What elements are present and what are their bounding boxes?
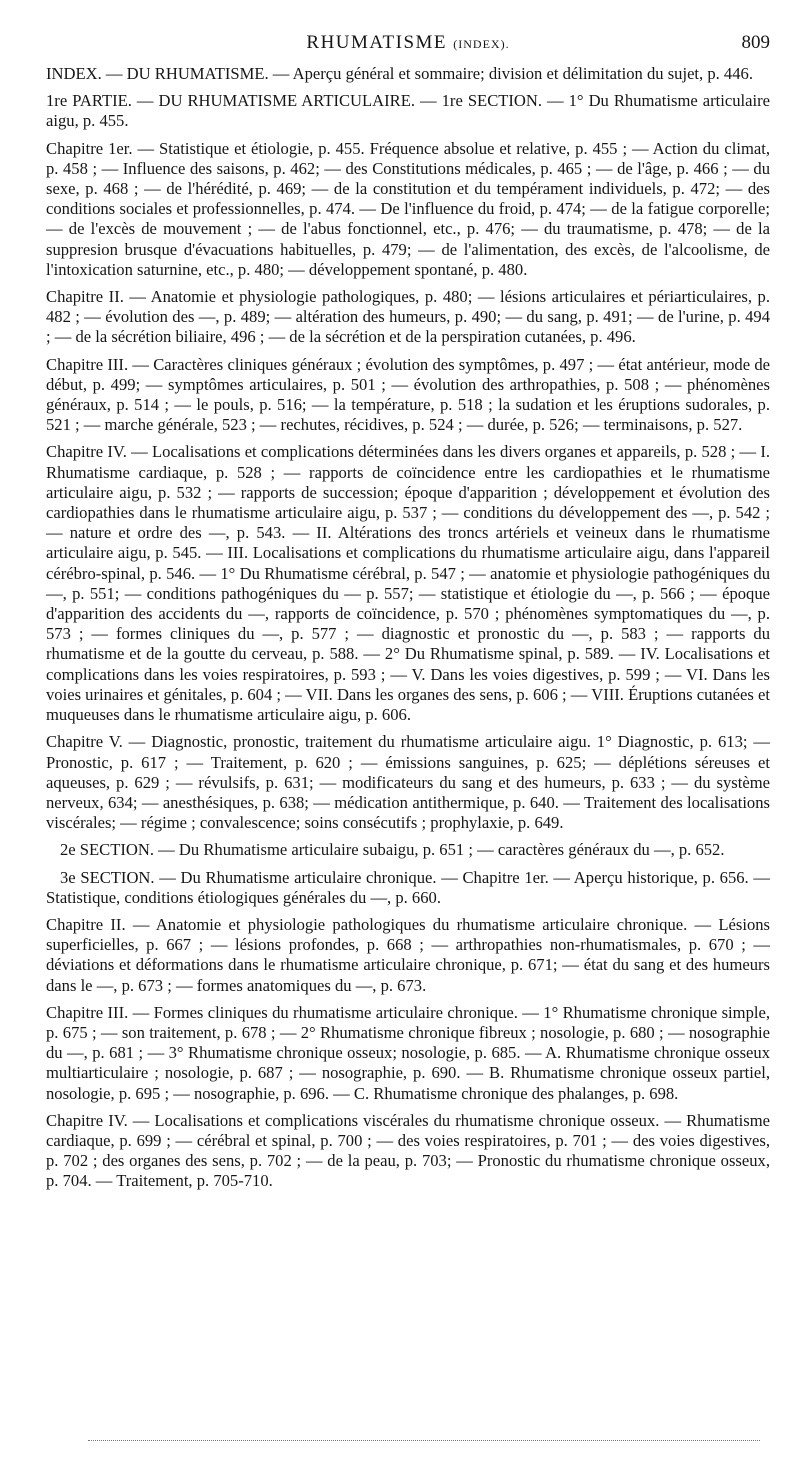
chapter-paragraph: Chapitre II. — Anatomie et physiologie pathologiques du rhumatisme articulaire chronique. — Lésions superficielles, p. 667 ; — lésions profondes, p. 668 ; — arthropathies non-rhumatismales, p. 670 ; — déviations et déformations dans le rhumatisme articulaire chronique, p. 671; — état du sang et des humeurs dans le —, p. 673 ; — formes anatomiques du —, p. 673.: [46, 914, 770, 995]
index-intro-paragraph: INDEX. — DU RHUMATISME. — Aperçu général et sommaire; division et délimitation du sujet, p. 446.: [46, 64, 753, 83]
chapter-paragraph: Chapitre III. — Caractères cliniques généraux ; évolution des symptômes, p. 497 ; — état antérieur, mode de début, p. 499; — symptômes articulaires, p. 501 ; — évolution des arthropathies, p. 508 ; — phénomènes généraux, p. 514 ; — le pouls, p. 516; — la température, p. 518 ; la sudation et les éruptions sudorales, p. 521 ; — marche générale, 523 ; — rechutes, récidives, p. 524 ; — durée, p. 526; — terminaisons, p. 527.: [46, 354, 770, 435]
running-header: [46, 32, 770, 58]
chapter-paragraph: Chapitre 1er. — Statistique et étiologie, p. 455. Fréquence absolue et relative, p. 455 ; — Action du climat, p. 458 ; — Influence des saisons, p. 462; — des Constitutions médicales, p. 465 ; — de l'âge, p. 466 ; — du sexe, p. 468 ; — de l'hérédité, p. 469; — de la constitution et du tempérament individuels, p. 472; — des conditions sociales et professionnelles, p. 474. — De l'influence du froid, p. 474; — de la fatigue corporelle; — de l'excès de mouvement ; — de l'abus fonctionnel, etc., p. 476; — du traumatisme, p. 478; — de la suppresion brusque d'évacuations habituelles, p. 479; — de l'alimentation, des excès, de l'alcoolisme, de l'intoxication saturnine, etc., p. 480; — développement spontané, p. 480.: [46, 138, 770, 279]
page-number: 809: [741, 32, 770, 53]
footer-dotted-rule: [88, 1440, 760, 1441]
part-one-heading: 1re PARTIE. — DU RHUMATISME ARTICULAIRE. — 1re SECTION. — 1° Du Rhumatisme articulaire aigu, p. 455.: [46, 91, 770, 131]
running-title: [46, 32, 770, 54]
chapter-paragraph: Chapitre IV. — Localisations et complications viscérales du rhumatisme chronique osseux. — Rhumatisme cardiaque, p. 699 ; — cérébral et spinal, p. 700 ; — des voies respiratoires, p. 701 ; — des voies digestives, p. 702 ; des organes des sens, p. 702 ; — de la peau, p. 703; — Pronostic du rhumatisme chronique osseux, p. 704. — Traitement, p. 705-710.: [46, 1110, 770, 1191]
chapter-paragraph: Chapitre V. — Diagnostic, pronostic, traitement du rhumatisme articulaire aigu. 1° Diagnostic, p. 613; — Pronostic, p. 617 ; — Traitement, p. 620 ; — émissions sanguines, p. 625; — déplétions séreuses et aqueuses, p. 629 ; — révulsifs, p. 631; — modificateurs du sang et des humeurs, p. 633 ; — du système nerveux, 634; — anesthésiques, p. 638; — médication antithermique, p. 640. — Traitement des localisations viscérales; — régime ; convalescence; soins consécutifs ; prophylaxie, p. 649.: [46, 732, 770, 833]
section-paragraph: 3e SECTION. — Du Rhumatisme articulaire chronique. — Chapitre 1er. — Aperçu historique, p. 656. — Statistique, conditions étiologiques générales du —, p. 660.: [46, 867, 770, 907]
chapter-paragraph: Chapitre IV. — Localisations et complications déterminées dans les divers organes et appareils, p. 528 ; — I. Rhumatisme cardiaque, p. 528 ; — rapports de coïncidence entre les cardiopathies et le rhumatisme articulaire aigu, p. 532 ; — rapports de succession; époque d'apparition ; développement et évolution des cardiopathies dans le rhumatisme articulaire aigu, p. 537 ; — conditions du développement des —, p. 542 ; — nature et ordre des —, p. 543. — II. Altérations des troncs artériels et veineux dans le rhumatisme articulaire aigu, p. 545. — III. Localisations et complications du rhumatisme articulaire aigu, dans l'appareil cérébro-spinal, p. 546. — 1° Du Rhumatisme cérébral, p. 547 ; — anatomie et physiologie pathogéniques du —, p. 551; — conditions pathogéniques du — p. 557; — statistique et étiologie du —, p. 566 ; — époque d'apparition des accidents du —, rapports de coïncidence, p. 570 ; phénomènes symptomatiques du —, p. 573 ; — formes cliniques du —, p. 577 ; — diagnostic et pronostic du —, p. 583 ; — rapports du rhumatisme et de la goutte du cerveau, p. 588. — 2° Du Rhumatisme spinal, p. 589. — IV. Localisations et complications dans les voies respiratoires, p. 593 ; — V. Dans les voies digestives, p. 599 ; — VI. Dans les voies urinaires et génitales, p. 604 ; — VII. Dans les organes des sens, p. 606 ; — VIII. Éruptions cutanées et muqueuses dans le rhumatisme articulaire aigu, p. 606.: [46, 442, 770, 725]
running-title-subtitle: (INDEX).: [453, 37, 510, 51]
running-title-main: RHUMATISME: [306, 32, 448, 53]
section-paragraph: 2e SECTION. — Du Rhumatisme articulaire subaigu, p. 651 ; — caractères généraux du —, p. 652.: [60, 840, 725, 860]
chapter-paragraph: Chapitre III. — Formes cliniques du rhumatisme articulaire chronique. — 1° Rhumatisme chronique simple, p. 675 ; — son traitement, p. 678 ; — 2° Rhumatisme chronique fibreux ; nosologie, p. 680 ; — nosographie du —, p. 681 ; — 3° Rhumatisme chronique osseux; nosologie, p. 685. — A. Rhumatisme chronique osseux multiarticulaire ; nosologie, p. 687 ; — nosographie, p. 690. — B. Rhumatisme chronique osseux partiel, nosologie, p. 695 ; — nosographie, p. 696. — C. Rhumatisme chronique des phalanges, p. 698.: [46, 1002, 770, 1103]
index-body: [46, 64, 770, 1192]
chapter-paragraph: Chapitre II. — Anatomie et physiologie pathologiques, p. 480; — lésions articulaires et périarticulaires, p. 482 ; — évolution des —, p. 489; — altération des humeurs, p. 490; — du sang, p. 491; — de l'urine, p. 494 ; — de la sécrétion biliaire, 496 ; — de la sécrétion et de la perspiration cutanées, p. 496.: [46, 287, 770, 347]
